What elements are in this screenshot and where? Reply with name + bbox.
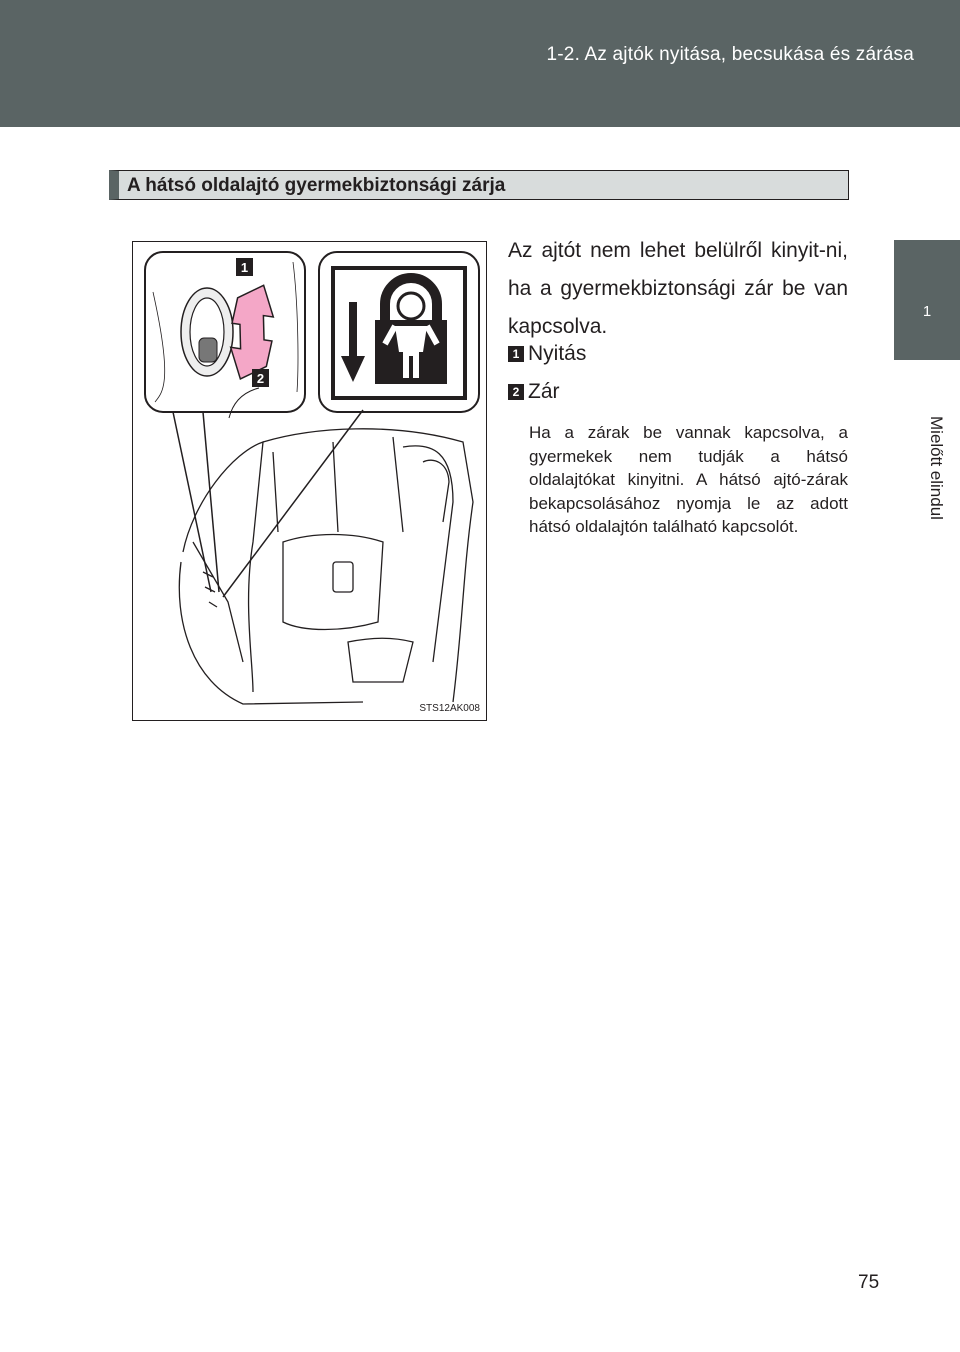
- side-tab-label: Mielőtt elindul: [927, 416, 946, 520]
- section-heading-text: A hátsó oldalajtó gyermekbiztonsági zárja: [127, 175, 506, 196]
- body-paragraph: Az ajtót nem lehet belülről kinyit-ni, ha a gyermekbiztonsági zár be van kapcsolva.: [508, 239, 848, 338]
- car-door-drawing: [179, 429, 473, 704]
- child-lock-panel: [319, 252, 479, 412]
- chapter-title: 1-2. Az ajtók nyitása, becsukása és zárása: [546, 44, 914, 65]
- note-paragraph: Ha a zárak be vannak kapcsolva, a gyermekek nem tudják a hátsó oldalajtókat kinyitni. A hátsó ajtó-zárak bekapcsolásához nyomja le az adott hátsó oldalajtón található kapcsolót.: [529, 423, 848, 536]
- header-bar: [0, 0, 960, 127]
- page-number: 75: [858, 1272, 880, 1293]
- callout-label-2: 2: [256, 371, 265, 386]
- legend-item-lock: [508, 380, 560, 404]
- legend-badge: 2: [508, 384, 524, 400]
- legend-label: Nyitás: [528, 342, 587, 365]
- door-illustration: [132, 241, 487, 721]
- callout-badge-2: [252, 369, 269, 387]
- callout-badge-1: [236, 258, 253, 276]
- side-strip: [894, 360, 960, 1352]
- legend-label: Zár: [528, 380, 560, 403]
- section-heading: [109, 170, 849, 200]
- legend-item-open: [508, 342, 586, 366]
- side-tab-number: 1: [922, 303, 932, 320]
- figure-code: STS12AK008: [419, 703, 480, 714]
- lock-switch-detail: [145, 252, 305, 412]
- side-tab: [894, 240, 960, 360]
- callout-label-1: 1: [240, 260, 249, 275]
- child-lock-icon: [375, 278, 447, 384]
- legend-badge: 1: [508, 346, 524, 362]
